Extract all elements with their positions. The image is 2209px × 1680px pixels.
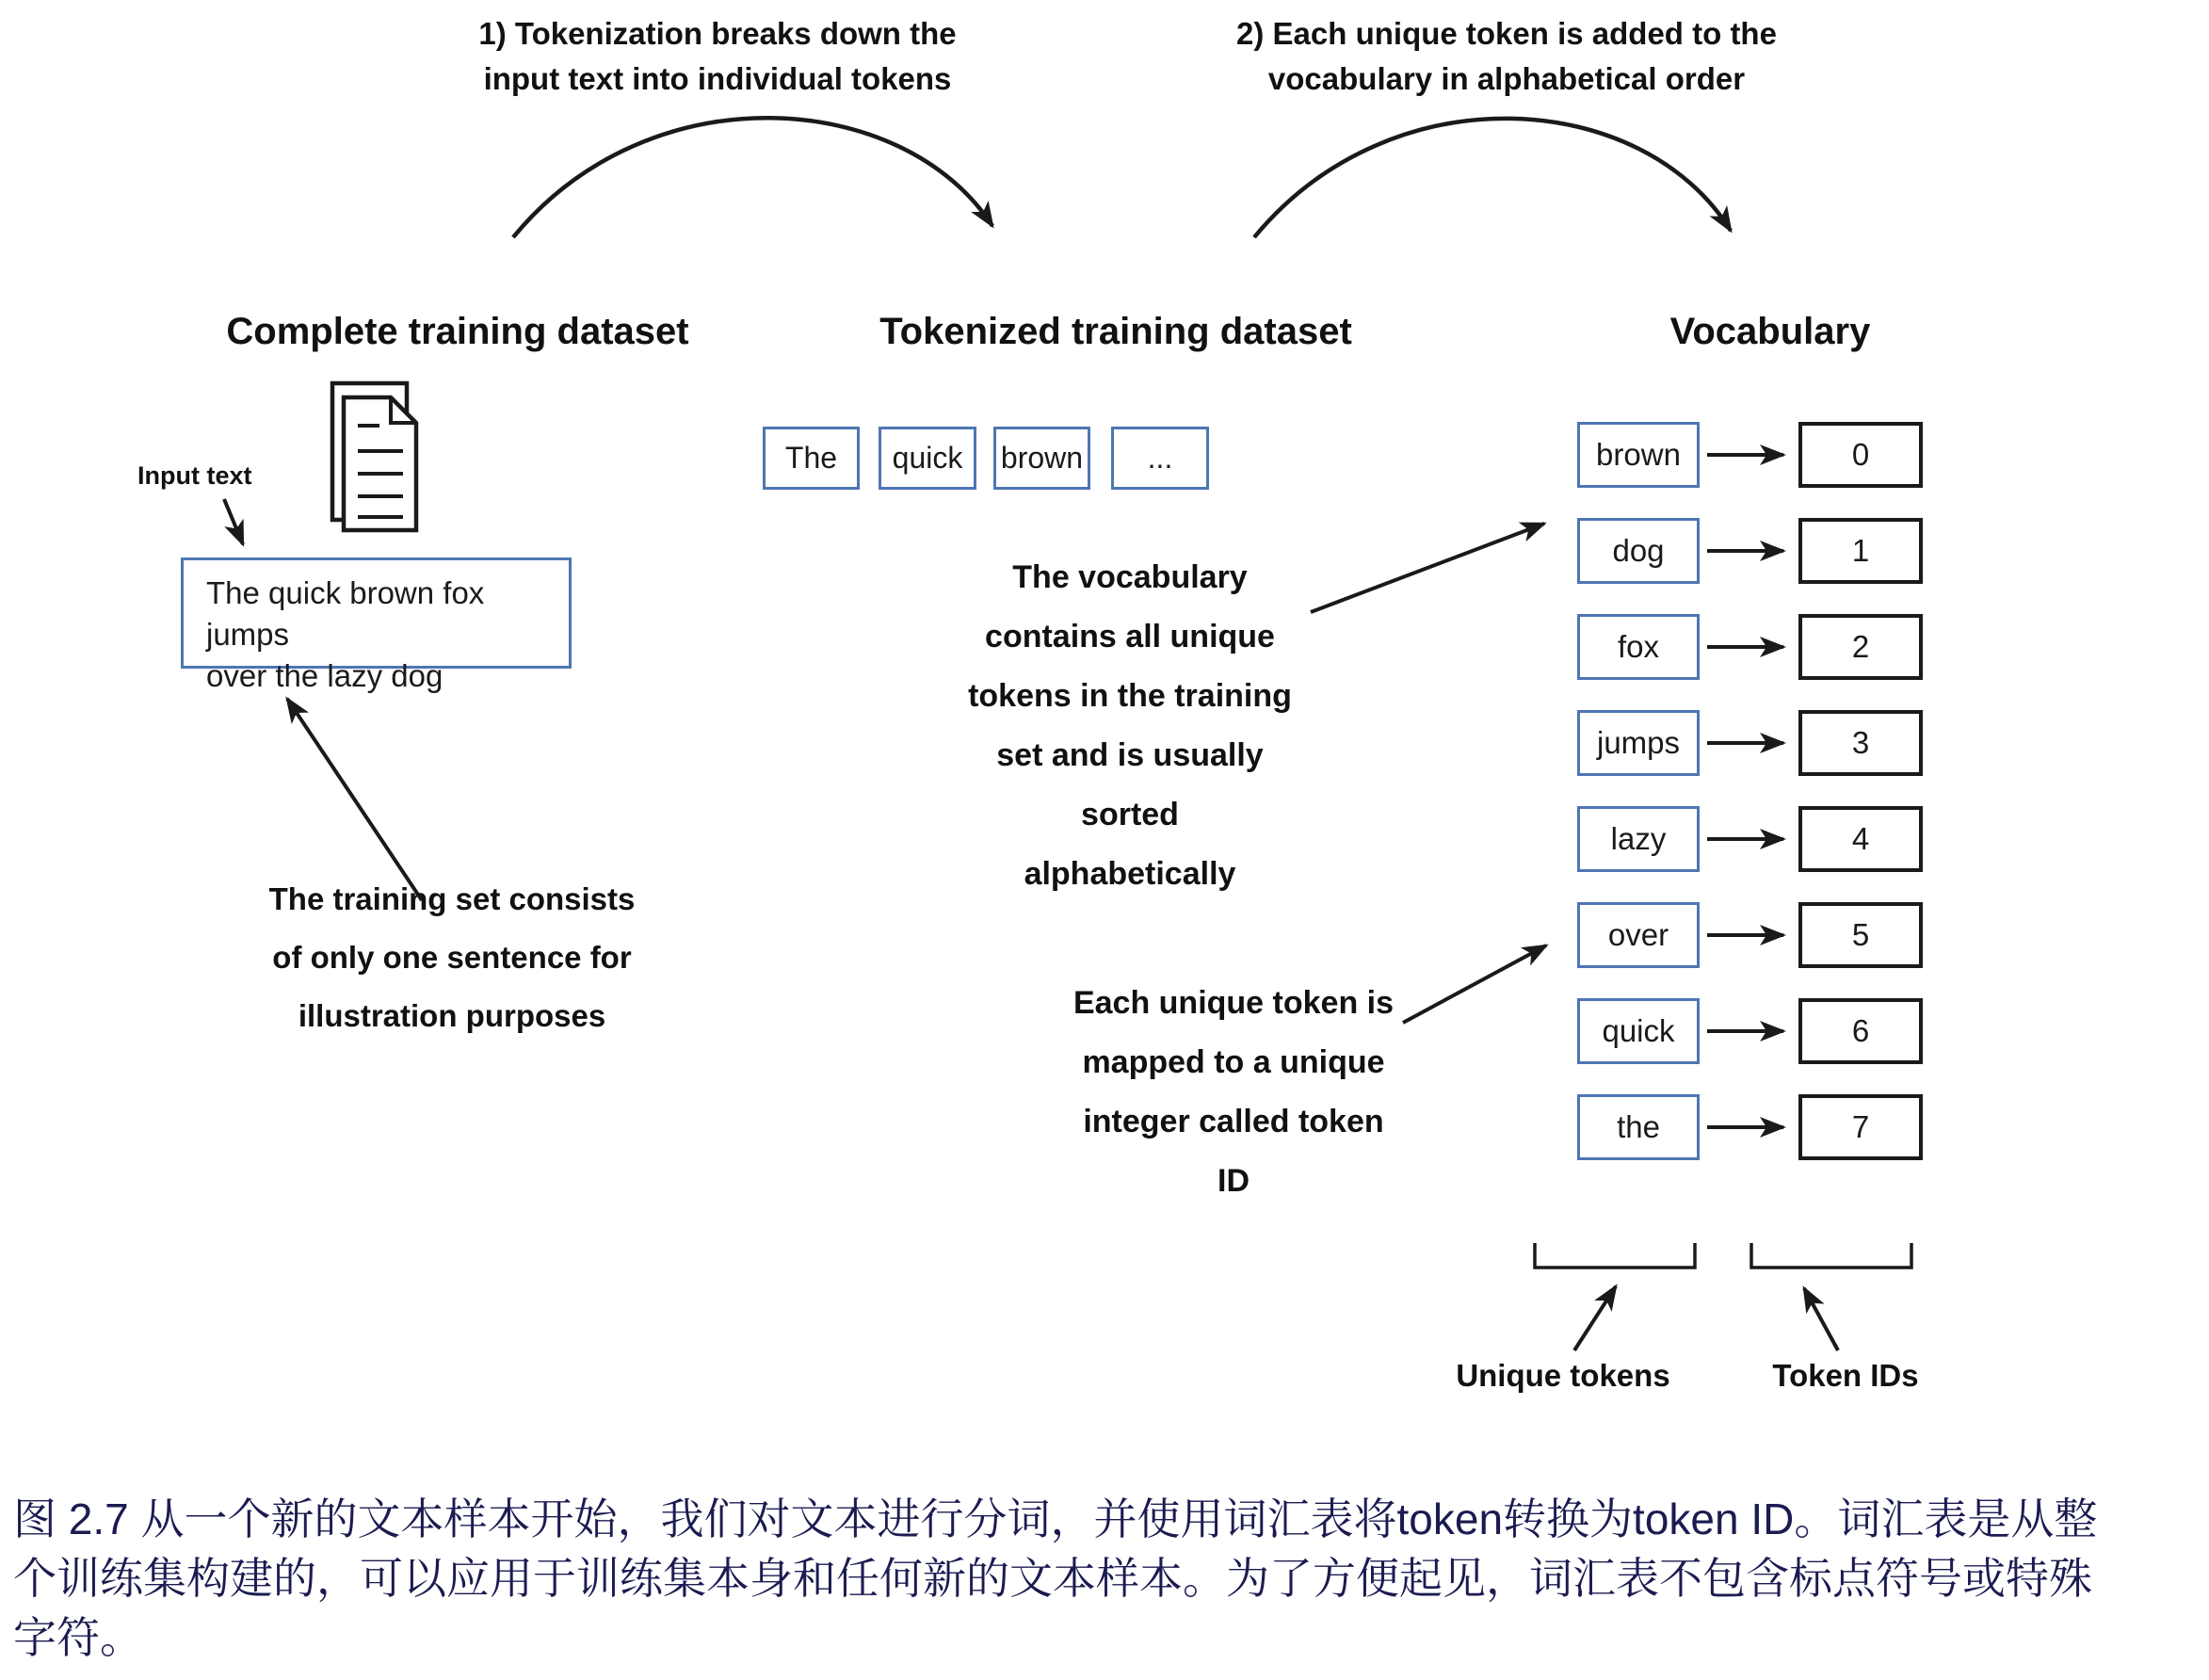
vocab-token-fox: fox <box>1577 614 1700 680</box>
unique-tokens-label: Unique tokens <box>1456 1358 1670 1393</box>
tokenid-note-line4: ID <box>1217 1163 1250 1199</box>
token-box-ellipsis: ... <box>1111 427 1209 490</box>
vocab-id-4: 4 <box>1798 806 1923 872</box>
input-text-line1: The quick brown fox jumps <box>206 575 485 652</box>
vocab-token-quick: quick <box>1577 998 1700 1064</box>
token-box-the: The <box>763 427 860 490</box>
vocab-token-brown: brown <box>1577 422 1700 488</box>
vocab-id-1: 1 <box>1798 518 1923 584</box>
annotation-step2-line1: 2) Each unique token is added to the <box>1236 16 1777 51</box>
tokenid-note-line3: integer called token <box>1083 1104 1384 1139</box>
arrow-step2-curve <box>1254 119 1731 237</box>
arrow-unique-tokens-label <box>1574 1286 1616 1350</box>
training-note-line3: illustration purposes <box>298 998 606 1033</box>
document-icon <box>332 383 416 530</box>
arrow-token-ids-label <box>1804 1288 1838 1350</box>
vocab-note <box>895 548 1365 904</box>
header-complete-training-dataset: Complete training dataset <box>226 311 689 352</box>
training-note-line1: The training set consists <box>268 881 636 916</box>
arrow-input-label <box>224 499 243 544</box>
annotation-step1 <box>331 11 1104 102</box>
header-vocabulary: Vocabulary <box>1669 311 1871 352</box>
vocab-token-dog: dog <box>1577 518 1700 584</box>
annotation-step2 <box>1111 11 1902 102</box>
annotation-step1-line2: input text into individual tokens <box>483 61 952 96</box>
tokenid-note-line2: mapped to a unique <box>1082 1044 1385 1080</box>
caption-line2: 个训练集构建的，可以应用于训练集本身和任何新的文本样本。为了方便起见，词汇表不包含标点符号或特殊 <box>13 1554 2092 1603</box>
training-note <box>217 870 687 1045</box>
bracket-token-ids <box>1751 1243 1911 1268</box>
vocab-note-line2: contains all unique <box>985 619 1275 654</box>
vocab-id-7: 7 <box>1798 1094 1923 1160</box>
input-text-label: Input text <box>137 461 252 490</box>
vocab-id-5: 5 <box>1798 902 1923 968</box>
input-text-line2: over the lazy dog <box>206 658 443 693</box>
bracket-unique-tokens <box>1535 1243 1695 1268</box>
vocab-token-over: over <box>1577 902 1700 968</box>
figure-caption <box>13 1490 2097 1668</box>
caption-line3: 字符。 <box>13 1613 143 1662</box>
token-box-quick: quick <box>879 427 976 490</box>
training-note-line2: of only one sentence for <box>272 940 632 975</box>
header-tokenized-training-dataset: Tokenized training dataset <box>879 311 1352 352</box>
vocab-id-2: 2 <box>1798 614 1923 680</box>
vocab-token-lazy: lazy <box>1577 806 1700 872</box>
vocab-note-line3: tokens in the training <box>968 678 1292 714</box>
vocab-id-3: 3 <box>1798 710 1923 776</box>
vocab-token-jumps: jumps <box>1577 710 1700 776</box>
arrow-step1-curve <box>513 118 992 237</box>
input-text-box <box>181 557 572 693</box>
vocab-note-line6: alphabetically <box>1024 856 1236 892</box>
annotation-step1-line1: 1) Tokenization breaks down the <box>478 16 957 51</box>
token-ids-label: Token IDs <box>1772 1358 1919 1393</box>
vocab-note-line1: The vocabulary <box>1012 559 1248 595</box>
annotation-step2-line2: vocabulary in alphabetical order <box>1267 61 1746 96</box>
vocab-id-6: 6 <box>1798 998 1923 1064</box>
caption-line1: 图 2.7 从一个新的文本样本开始，我们对文本进行分词，并使用词汇表将token转换为token ID。词汇表是从整 <box>13 1494 2098 1543</box>
tokenid-note-line1: Each unique token is <box>1072 985 1395 1021</box>
token-box-brown: brown <box>993 427 1090 490</box>
vocab-id-0: 0 <box>1798 422 1923 488</box>
vocab-note-line5: sorted <box>1081 797 1179 832</box>
vocab-note-line4: set and is usually <box>996 737 1264 773</box>
vocab-token-the: the <box>1577 1094 1700 1160</box>
tokenid-note <box>998 974 1469 1211</box>
